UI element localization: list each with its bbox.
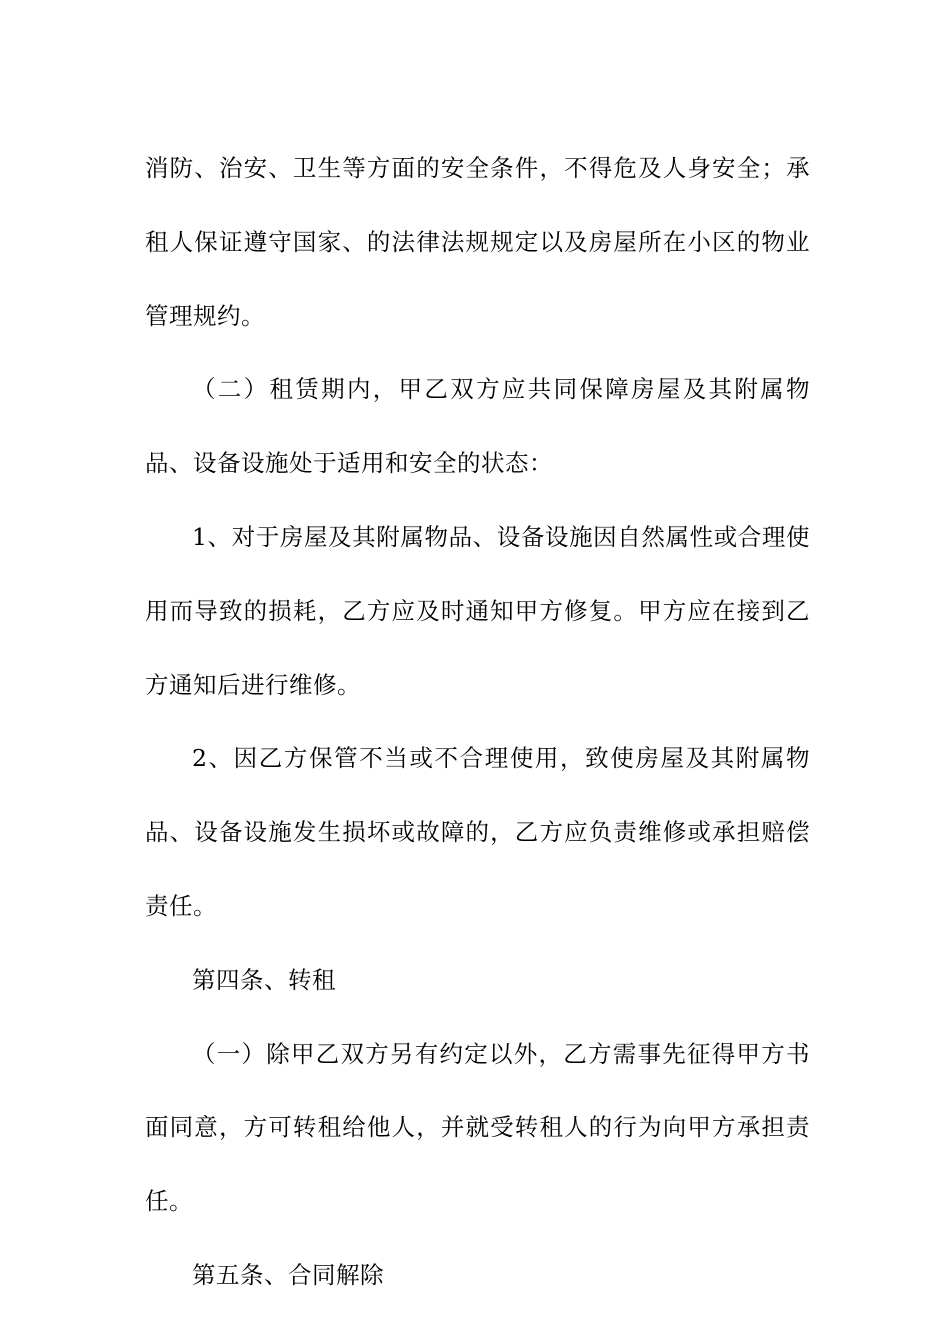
paragraph-lease-maintenance: （二）租赁期内，甲乙双方应共同保障房屋及其附属物品、设备设施处于适用和安全的状态： xyxy=(145,375,810,478)
section-heading-article-5: 第五条、合同解除 xyxy=(192,1260,384,1289)
section-heading-article-4: 第四条、转租 xyxy=(192,965,336,994)
document-body xyxy=(145,132,810,1313)
paragraph-safety-conditions: 消防、治安、卫生等方面的安全条件，不得危及人身安全；承租人保证遵守国家、的法律法规规定以及房屋所在小区的物业管理规约。 xyxy=(145,154,810,330)
paragraph-item-2: 2、因乙方保管不当或不合理使用，致使房屋及其附属物品、设备设施发生损坏或故障的，乙方应负责维修或承担赔偿责任。 xyxy=(145,744,810,920)
paragraph-sublease: （一）除甲乙双方另有约定以外，乙方需事先征得甲方书面同意，方可转租给他人，并就受转租人的行为向甲方承担责任。 xyxy=(145,1039,810,1216)
paragraph-item-1: 1、对于房屋及其附属物品、设备设施因自然属性或合理使用而导致的损耗，乙方应及时通知甲方修复。甲方应在接到乙方通知后进行维修。 xyxy=(145,522,810,699)
